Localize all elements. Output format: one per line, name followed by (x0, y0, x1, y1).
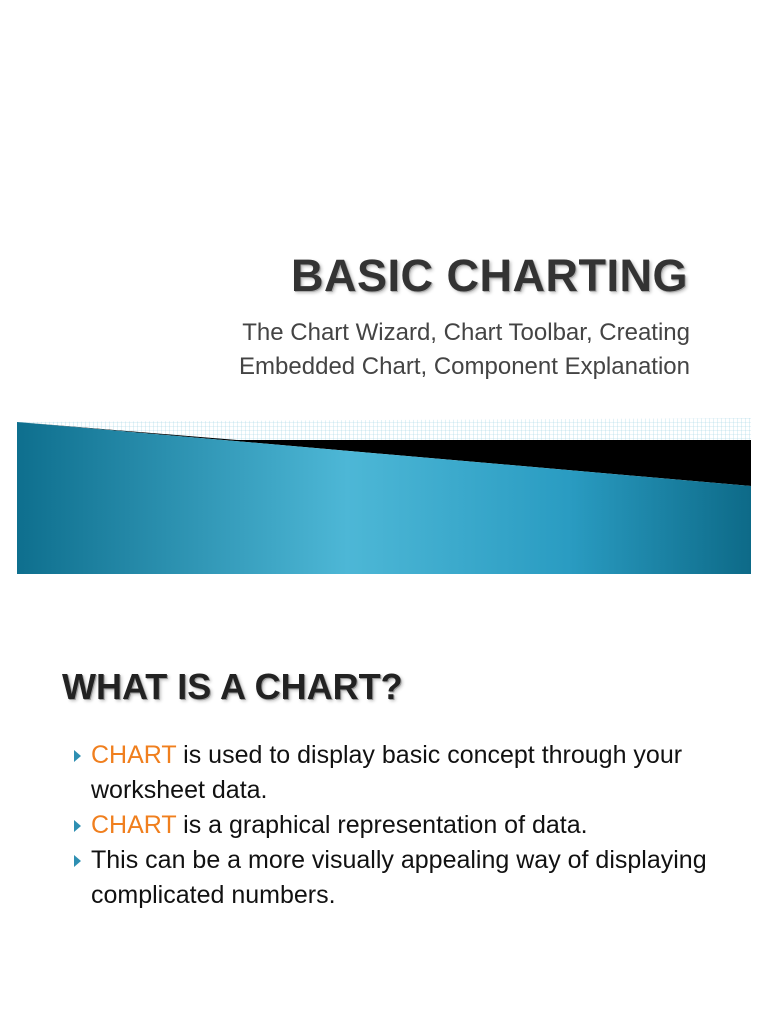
list-item (72, 843, 732, 913)
slide-subtitle (239, 316, 690, 384)
bullet-text: is used to display basic concept through your worksheet data. (91, 741, 683, 804)
bullet-arrow-icon (74, 820, 81, 832)
bullet-arrow-icon (74, 750, 81, 762)
bullet-keyword: CHART (91, 741, 177, 769)
bullet-text: is a graphical representation of data. (176, 811, 588, 839)
subtitle-line: Embedded Chart, Component Explanation (239, 353, 690, 380)
slide-title: BASIC CHARTING (291, 250, 688, 301)
bullet-arrow-icon (74, 855, 81, 867)
list-item (72, 808, 732, 843)
subtitle-line: The Chart Wizard, Chart Toolbar, Creating (242, 319, 690, 346)
bullet-keyword: CHART (91, 811, 177, 839)
content-slide (0, 640, 768, 1024)
list-item (72, 738, 732, 808)
bullet-list (72, 738, 732, 913)
decorative-banner (17, 418, 751, 574)
bullet-text: This can be a more visually appealing way of displaying complicated numbers. (91, 846, 707, 909)
content-title: WHAT IS A CHART? (62, 666, 403, 707)
